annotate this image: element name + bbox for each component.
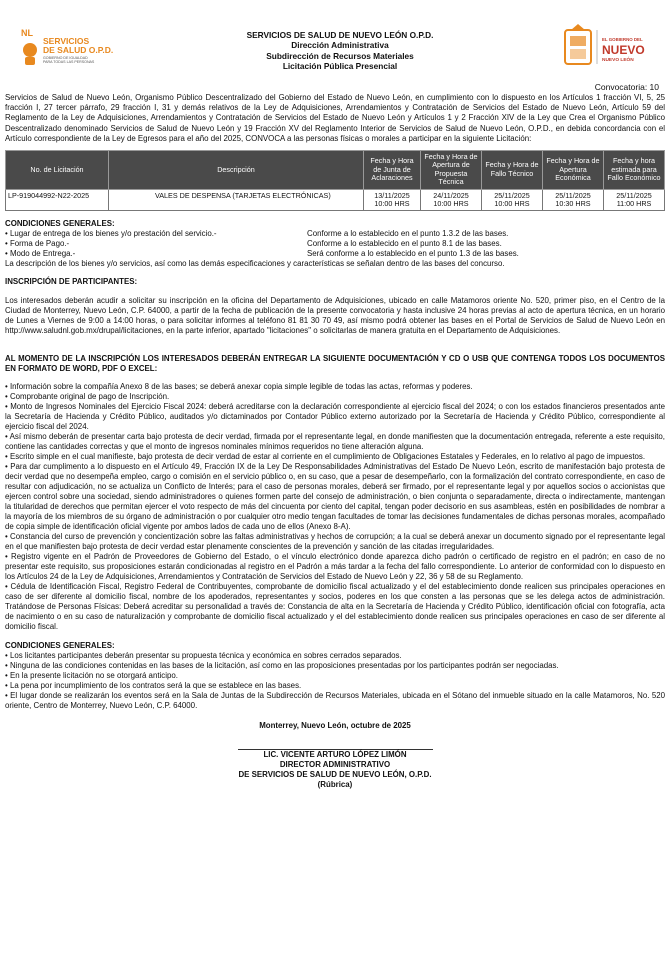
list-item: • Monto de Ingresos Nominales del Ejercicio Fiscal 2024: deberá acreditarse con la declaración correspondiente al ejercicio fiscal del 2024; o con los estados financieros presentados ante la Secretaría de Hacienda y Crédito Público, auditados y/o dictaminados por Contador Público externo autorizado por la Secretaría de Hacienda y Crédito Público, correspondiente al ejercicio fiscal del 2024. — [5, 402, 665, 432]
intro-paragraph: Servicios de Salud de Nuevo León, Organismo Público Descentralizado del Gobierno del Estado de Nuevo León, en cumplimiento con lo dispuesto en los Artículos 1 fracción VI, 5, 25 fracción I, 27 tercer párrafo, 29 fracción I, 31 y demás relativos de la Ley de Adquisiciones, Arrendamientos y Contratación de Servicios del Estado de Nuevo León, Artículo 59 del Reglamento de la Ley de Adquisiciones, Arrendamientos y Contratación de Servicios del Estado de Nuevo León y Artículos 1 y 2 Fracción XIV de la Ley que Crea el Organismo Público Descentralizado denominado Servicios de Salud de Nuevo León y 19 Fracción XV del Reglamento Interior de Servicios de Salud de Nuevo León, O.P.D., en debida concordancia con el Artículo correspondiente de la Ley de Egresos para el año del 2025, CONVOCA a las personas físicas o morales a participar en la siguiente Licitación: — [5, 93, 665, 143]
title-line-4: Licitación Pública Presencial — [282, 61, 398, 72]
condicion-row — [5, 229, 665, 239]
col-header-junta: Fecha y Hora de Junta de Aclaraciones — [364, 151, 421, 190]
condiciones-2-title: CONDICIONES GENERALES: — [5, 641, 115, 651]
licitacion-table — [5, 150, 665, 211]
inscripcion-title: INSCRIPCIÓN DE PARTICIPANTES: — [5, 277, 138, 287]
footer — [5, 721, 665, 790]
col-header-numero: No. de Licitación — [6, 151, 109, 190]
condiciones-generales-2 — [5, 641, 665, 711]
table-header-row — [6, 151, 665, 190]
list-item: • En la presente licitación no se otorgará anticipo. — [5, 671, 178, 681]
fallo-economico-fecha: 25/11/2025 — [616, 190, 652, 200]
gobierno-nuevo-leon-logo — [559, 24, 655, 70]
place-date: Monterrey, Nuevo León, octubre de 2025 — [259, 721, 411, 731]
list-item: • Escrito simple en el cual manifieste, bajo protesta de decir verdad de estar al corriente en el cumplimiento de Obligaciones Estatales y Federales, en lo relativo al pago de impuestos. — [5, 452, 646, 462]
title-line-2: Dirección Administrativa — [291, 40, 389, 51]
condicion-label: • Modo de Entrega.- — [5, 249, 76, 259]
logo-text-line1: SERVICIOS — [43, 36, 90, 46]
title-line-1: SERVICIOS DE SALUD DE NUEVO LEÓN O.P.D. — [246, 30, 434, 40]
apertura-tecnica-hora: 10:00 HRS — [433, 199, 469, 209]
condiciones-1-note: La descripción de los bienes y/o servicios, así como las demás especificaciones y características se señalan dentro de las bases del concurso. — [5, 259, 505, 269]
cell-numero: LP-919044992-N22-2025 — [6, 189, 109, 211]
logo-tagline2: PARA TODAS LAS PERSONAS — [43, 60, 95, 64]
title-line-3: Subdirección de Recursos Materiales — [266, 50, 414, 61]
col-header-fallo-tecnico: Fecha y Hora de Fallo Técnico — [482, 151, 543, 190]
col-header-fallo-economico: Fecha y hora estimada para Fallo Económico — [604, 151, 665, 190]
inscripcion-section — [5, 277, 665, 336]
cell-fallo-tecnico — [482, 189, 543, 211]
header — [5, 0, 665, 78]
cell-apertura-tecnica — [421, 189, 482, 211]
cell-apertura-economica — [543, 189, 604, 211]
list-item: • Información sobre la compañía Anexo 8 de las bases; se deberá anexar copia simple legible de todas las actas, reformas y poderes. — [5, 382, 473, 392]
gov-logo-line1: EL GOBIERNO DEL — [602, 37, 643, 42]
condicion-row — [5, 249, 665, 259]
list-item: • Constancia del curso de prevención y concientización sobre las faltas administrativas y hechos de corrupción; a la cual se deberá anexar un documento signado por el representante legal en el que manifiesten bajo protesta de decir verdad estar plenamente conscientes de la prevención y sanción de las citadas irregularidades. — [5, 532, 665, 552]
fallo-tecnico-fecha: 25/11/2025 — [494, 190, 530, 200]
servicios-salud-logo — [21, 26, 131, 70]
fallo-tecnico-hora: 10:00 HRS — [494, 199, 530, 209]
condicion-label: • Lugar de entrega de los bienes y/o prestación del servicio.- — [5, 229, 217, 239]
junta-hora: 10:00 HRS — [374, 199, 410, 209]
condicion-row — [5, 239, 665, 249]
list-item: • Comprobante original de pago de Inscripción. — [5, 392, 170, 402]
col-header-apertura-economica: Fecha y Hora de Apertura Económica — [543, 151, 604, 190]
list-item: • Registro vigente en el Padrón de Proveedores de Gobierno del Estado, o el vínculo electrónico donde aparezca dicho padrón o certificado de registro en el padrón; en caso de no presentar este requisito, sus proposiciones estarán condicionadas al registro en el Padrón a más tardar a la fecha del fallo correspondiente. Lo anterior de conformidad con lo dispuesto en los Artículos 24 de la Ley de Adquisiciones, Arrendamientos y Contratación de Servicios del Estado de Nuevo León y 22, 36 y 58 de su Reglamento. — [5, 552, 665, 582]
signer-position-2: DE SERVICIOS DE SALUD DE NUEVO LEÓN, O.P.D. — [238, 770, 432, 780]
fallo-economico-hora: 11:00 HRS — [616, 199, 652, 209]
list-item: • La pena por incumplimiento de los contratos será la que se establece en las bases. — [5, 681, 302, 691]
junta-fecha: 13/11/2025 — [374, 190, 410, 200]
signer-name: LIC. VICENTE ARTURO LÓPEZ LIMÓN — [263, 750, 407, 760]
apertura-tecnica-fecha: 24/11/2025 — [433, 190, 469, 200]
list-item: • Los licitantes participantes deberán presentar su propuesta técnica y económica en sobres cerrados separados. — [5, 651, 402, 661]
cell-junta — [364, 189, 421, 211]
apertura-economica-hora: 10:30 HRS — [555, 199, 591, 209]
list-item: • Cédula de Identificación Fiscal, Registro Federal de Contribuyentes, comprobante de domicilio fiscal actualizado y el del establecimiento donde realicen sus principales operaciones en caso de ser diferente al domicilio fiscal, nombre de los apoderados, representantes y socios, poderes en los que consten a las personas que se les delega actos de administración. Tratándose de Personas Físicas: Deberá acreditar su personalidad a través de: Constancia de alta en la Secretaría de Hacienda y Crédito Público, identificación oficial con fotografía, acta de nacimiento o en su caso de naturalización y comprobante de domicilio fiscal actualizado y el del establecimiento donde realicen sus principales operaciones en caso de ser diferente al domicilio fiscal. — [5, 582, 665, 632]
list-item: • Ninguna de las condiciones contenidas en las bases de la licitación, así como en las proposiciones presentadas por los participantes podrán ser negociadas. — [5, 661, 559, 671]
list-item: • Así mismo deberán de presentar carta bajo protesta de decir verdad, firmada por el representante legal, en donde manifiesten que la documentación entregada, referente a este requisito, contiene las cantidades correctas y que el monto de ingresos nominales mínimos requeridos no tiene alteración alguna. — [5, 432, 665, 452]
condiciones-generales-1 — [5, 219, 665, 269]
signer-position-1: DIRECTOR ADMINISTRATIVO — [279, 760, 391, 770]
condicion-label: • Forma de Pago.- — [5, 239, 70, 249]
gov-logo-line3: NUEVO LEÓN — [602, 58, 634, 63]
condicion-value: Conforme a lo establecido en el punto 1.3.2 de las bases. — [307, 229, 509, 239]
convocatoria-number: Convocatoria: 10 — [594, 82, 659, 92]
header-title — [155, 30, 525, 72]
rubrica: (Rúbrica) — [317, 780, 353, 790]
apertura-economica-fecha: 25/11/2025 — [555, 190, 591, 200]
logo-tagline1: GOBIERNO DE IGUALDAD — [43, 56, 88, 60]
table-row — [6, 189, 665, 211]
list-item: • El lugar donde se realizarán los eventos será en la Sala de Juntas de la Subdirección de Recursos Materiales, ubicada en el Sótano del inmueble situado en la calle Matamoros, No. 520 oriente, Centro de Monterrey, Nuevo León, C.P. 64000. — [5, 691, 665, 711]
coat-of-arms-icon — [565, 24, 591, 64]
logo-nl-mark: NL — [21, 28, 33, 38]
inscripcion-text: Los interesados deberán acudir a solicitar su inscripción en la oficina del Departamento de Adquisiciones, ubicado en calle Matamoros oriente No. 520, primer piso, en el Centro de la Ciudad de Monterrey, Nuevo León, C.P. 64000, a partir de la fecha de publicación de la presente convocatoria y hasta inclusive 24 horas previas al acto de apertura técnica, en un horario de Lunes a Viernes de 9:00 a 14:00 horas, o para solicitar informes al teléfono 81 81 30 70 49, así mismo podrá obtener las bases en el Portal de Servicios de Salud de Nuevo León en http://www.saludnl.gob.mx/drupal/licitaciones, en la parte inferior, apartado "licitaciones" o solicitarlas de manera gratuita en el Departamento de Adquisiciones. — [5, 296, 665, 336]
col-header-descripcion: Descripción — [109, 151, 364, 190]
cell-fallo-economico — [604, 189, 665, 211]
documentacion-section — [5, 354, 665, 632]
documentacion-title: AL MOMENTO DE LA INSCRIPCIÓN LOS INTERESADOS DEBERÁN ENTREGAR LA SIGUIENTE DOCUMENTACIÓN Y CD O USB QUE CONTENGA TODOS LOS DOCUMENTOS EN FORMATO DE WORD, PDF O EXCEL: — [5, 354, 665, 374]
gov-logo-line2: NUEVO — [602, 43, 645, 57]
condicion-value: Conforme a lo establecido en el punto 8.1 de las bases. — [307, 239, 502, 249]
col-header-apertura-tecnica: Fecha y Hora de Apertura de Propuesta Técnica — [421, 151, 482, 190]
condicion-value: Será conforme a lo establecido en el punto 1.3 de las bases. — [307, 249, 519, 259]
list-item: • Para dar cumplimento a lo dispuesto en el Artículo 49, Fracción IX de la Ley De Responsabilidades Administrativas del Estado De Nuevo León, escrito de manifestación bajo protesta de decir verdad que no desempeña empleo, cargo o comisión en el servicio público o, en su caso, que a pesar de desempeñarlo, con la formalización del contrato correspondiente, en caso de resultar con adjudicación, no se actualiza un Conflicto de Interés; para el caso de personas morales, deberá ser firmado, por el representante legal y por aquellos socios o accionistas que ejercen control sobre una sociedad, siendo administradores o quienes formen parte del consejo de administración, o bien conjunta o separadamente, directa o indirectamente, mantengan la titularidad de derechos que permitan ejercer el voto respecto de más del cincuenta por ciento del capital, tengan poder decisorio en sus asambleas, estén en posibilidades de nombrar a la mayoría de los miembros de su órgano de administración o por cualquier otro medio tengan facultades de tomar las decisiones fundamentales de dichas personas morales, acompañado de copia simple de identificación oficial vigente por ambos lados de cada uno de ellos (Anexo 8-A). — [5, 462, 665, 532]
cell-descripcion: VALES DE DESPENSA (TARJETAS ELECTRÓNICAS) — [109, 189, 364, 211]
logo-text-line2: DE SALUD O.P.D. — [43, 45, 114, 55]
condiciones-1-title: CONDICIONES GENERALES: — [5, 219, 115, 229]
